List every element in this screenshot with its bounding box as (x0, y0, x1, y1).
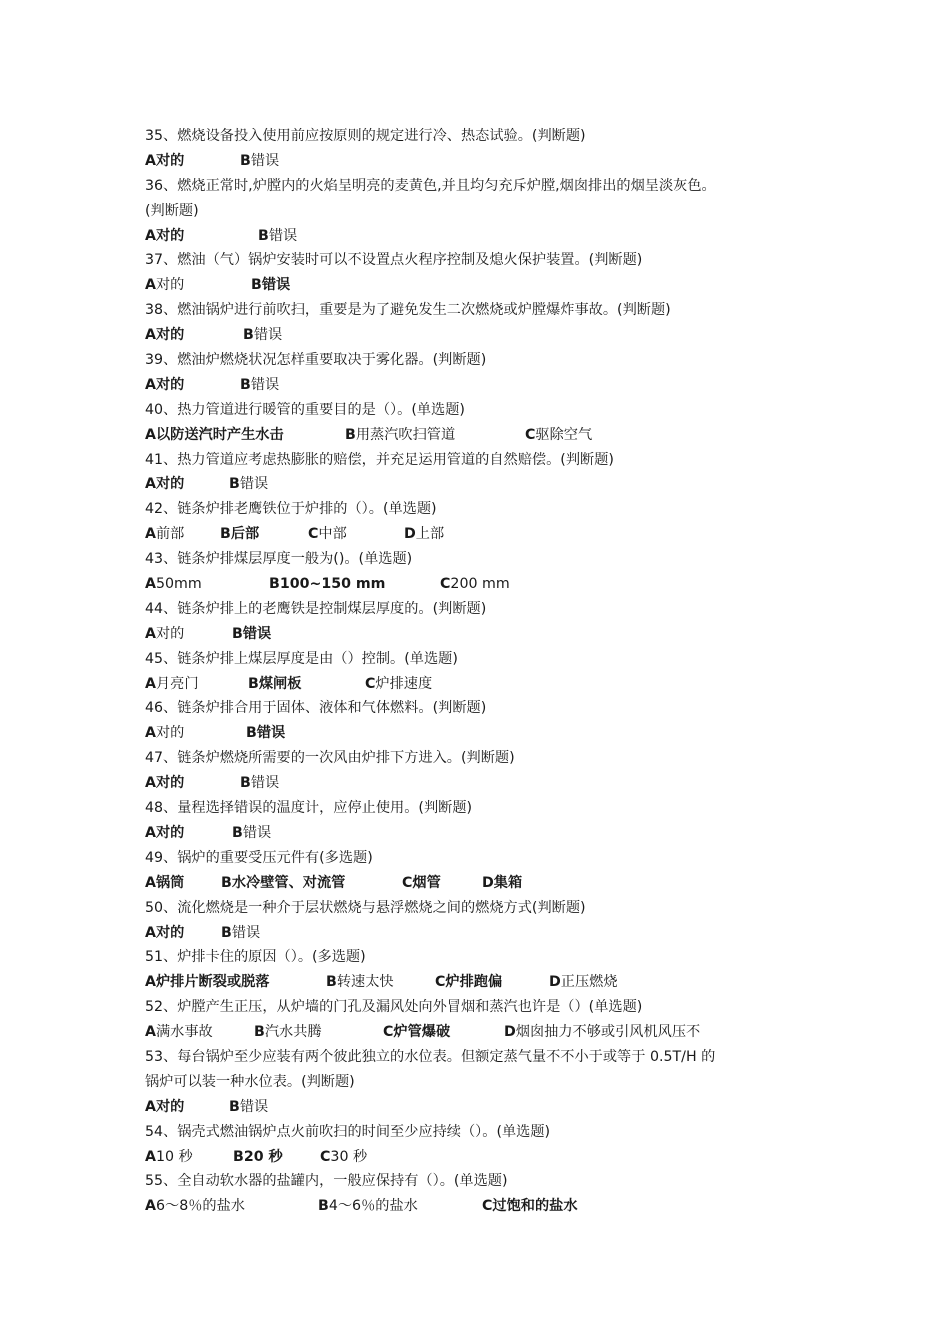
question-text: 50、流化燃烧是一种介于层状燃烧与悬浮燃烧之间的燃烧方式(判断题) (145, 899, 586, 916)
option-text: 错误 (250, 376, 280, 393)
option-text: 对的 (155, 924, 185, 941)
option-c (365, 672, 432, 697)
option-letter: A (145, 675, 156, 692)
option-text: 6～8％的盐水 (155, 1198, 245, 1215)
option-letter: A (145, 1198, 156, 1215)
option-letter: A (145, 1148, 156, 1165)
option-b (232, 821, 271, 846)
option-letter: B (232, 824, 243, 841)
option-text: 后部 (230, 526, 260, 543)
option-text: 对的 (155, 152, 185, 169)
option-c (383, 1020, 450, 1045)
question-text: 41、热力管道应考虑热膨胀的赔偿，并充足运用管道的自然赔偿。(判断题) (145, 451, 614, 468)
option-letter: B (254, 1024, 265, 1041)
option-text: 200 mm (450, 576, 510, 593)
answer-options (145, 821, 825, 846)
option-letter: C (383, 1024, 394, 1041)
option-c (482, 1194, 578, 1219)
option-letter: A (145, 277, 156, 294)
answer-options (145, 423, 825, 448)
answer-options (145, 273, 825, 298)
option-b (229, 1095, 268, 1120)
option-text: 对的 (155, 1098, 185, 1115)
option-letter: D (404, 526, 416, 543)
question-text: 35、燃烧设备投入使用前应按原则的规定进行冷、热态试验。(判断题) (145, 128, 586, 144)
option-text: 错误 (261, 277, 291, 294)
option-b (240, 373, 279, 398)
answer-options (145, 921, 825, 946)
option-text: 过饱和的盐水 (492, 1198, 578, 1215)
option-b (269, 572, 385, 597)
option-letter: A (145, 974, 156, 991)
option-text: 集箱 (493, 874, 523, 891)
option-letter: C (308, 526, 319, 543)
option-letter: B (233, 1148, 244, 1165)
option-letter: C (365, 675, 376, 692)
answer-options (145, 224, 825, 249)
option-letter: A (145, 526, 156, 543)
option-text: 锅筒 (155, 874, 185, 891)
option-letter: A (145, 376, 156, 393)
option-a (145, 572, 202, 597)
option-letter: C (482, 1198, 493, 1215)
option-text: 对的 (155, 775, 185, 792)
answer-options (145, 373, 825, 398)
option-b (258, 224, 297, 249)
option-a (145, 970, 270, 995)
option-c (320, 1145, 367, 1170)
option-a (145, 522, 184, 547)
question-text: 40、热力管道进行暖管的重要目的是（）。(单选题) (145, 401, 465, 418)
option-b (246, 721, 285, 746)
option-b (233, 1145, 283, 1170)
option-b (243, 323, 282, 348)
question-text: 45、链条炉排上煤层厚度是由（）控制。(单选题) (145, 650, 458, 667)
option-b (221, 871, 345, 896)
option-text: 中部 (318, 526, 347, 543)
option-text: 前部 (155, 526, 185, 543)
option-letter: B (229, 1098, 240, 1115)
option-text: 对的 (155, 376, 185, 393)
option-a (145, 1194, 245, 1219)
question-list (145, 124, 825, 1219)
option-c (402, 871, 441, 896)
question-text: 52、炉膛产生正压，从炉墙的门孔及漏风处向外冒烟和蒸汽也许是（）(单选题) (145, 999, 643, 1016)
option-letter: C (435, 974, 446, 991)
option-b (248, 672, 301, 697)
option-text: 错误 (242, 824, 272, 841)
option-letter: B (345, 426, 356, 443)
answer-options (145, 522, 825, 547)
answer-options (145, 970, 825, 995)
option-c (525, 423, 592, 448)
question-text: 37、燃油（气）锅炉安装时可以不设置点火程序控制及熄火保护装置。(判断题) (145, 252, 643, 269)
question-text: 51、炉排卡住的原因（）。(多选题) (145, 949, 366, 966)
option-text: 对的 (155, 625, 185, 642)
option-letter: B (248, 675, 259, 692)
option-letter: B (240, 775, 251, 792)
option-letter: B (318, 1198, 329, 1215)
option-text: 对的 (155, 824, 185, 841)
option-text: 错误 (253, 327, 283, 344)
option-text: 4～6％的盐水 (328, 1198, 418, 1215)
option-letter: A (145, 725, 156, 742)
option-text: 满水事故 (155, 1024, 213, 1041)
option-text: 30 秒 (330, 1148, 368, 1165)
option-text: 错误 (256, 725, 286, 742)
option-b (345, 423, 455, 448)
answer-options (145, 149, 825, 174)
option-letter: A (145, 824, 156, 841)
answer-options (145, 1194, 825, 1219)
option-text: 对的 (155, 725, 185, 742)
option-b (220, 522, 259, 547)
option-text: 20 秒 (243, 1148, 283, 1165)
option-text: 对的 (155, 327, 185, 344)
option-d (482, 871, 522, 896)
option-d (504, 1020, 700, 1045)
answer-options (145, 871, 825, 896)
option-letter: B (240, 376, 251, 393)
option-a (145, 921, 184, 946)
option-letter: B (220, 526, 231, 543)
option-a (145, 771, 184, 796)
question-text: 47、链条炉燃烧所需要的一次风由炉排下方进入。(判断题) (145, 750, 515, 767)
option-text: 100~150 mm (279, 576, 386, 593)
option-text: 对的 (155, 227, 185, 244)
option-text: 错误 (250, 152, 280, 169)
option-text: 错误 (250, 775, 280, 792)
option-letter: B (232, 625, 243, 642)
option-b (240, 771, 279, 796)
option-letter: C (402, 874, 413, 891)
option-letter: A (145, 1024, 156, 1041)
option-b (318, 1194, 418, 1219)
option-text: 转速太快 (336, 974, 394, 991)
option-a (145, 721, 184, 746)
option-a (145, 622, 184, 647)
option-letter: B (221, 874, 232, 891)
option-b (254, 1020, 322, 1045)
option-text: 50mm (155, 576, 202, 593)
option-a (145, 323, 184, 348)
option-letter: B (240, 152, 251, 169)
question-text: 46、链条炉排合用于固体、液体和气体燃料。(判断题) (145, 700, 487, 717)
option-text: 错误 (242, 625, 272, 642)
option-b (232, 622, 271, 647)
option-a (145, 672, 199, 697)
option-letter: C (440, 576, 451, 593)
option-letter: B (258, 227, 269, 244)
option-letter: D (504, 1024, 516, 1041)
option-text: 月亮门 (155, 675, 199, 692)
option-letter: B (251, 277, 262, 294)
option-b (240, 149, 279, 174)
answer-options (145, 1145, 825, 1170)
answer-options (145, 672, 825, 697)
option-a (145, 871, 184, 896)
option-text: 驱除空气 (535, 426, 593, 443)
question-text-continued: 锅炉可以装一种水位表。(判断题) (145, 1073, 355, 1090)
answer-options (145, 721, 825, 746)
answer-options (145, 472, 825, 497)
option-text: 上部 (415, 526, 445, 543)
option-text: 炉管爆破 (393, 1024, 451, 1041)
option-b (229, 472, 268, 497)
option-text: 水冷壁管、对流管 (231, 874, 346, 891)
option-text: 炉排片断裂或脱落 (155, 974, 270, 991)
option-letter: A (145, 327, 156, 344)
option-text: 正压燃烧 (560, 974, 618, 991)
option-letter: B (221, 924, 232, 941)
option-text: 10 秒 (155, 1148, 193, 1165)
option-c (440, 572, 510, 597)
question-text-continued: (判断题) (145, 202, 199, 219)
option-letter: A (145, 426, 156, 443)
option-a (145, 149, 184, 174)
question-text: 44、链条炉排上的老鹰铁是控制煤层厚度的。(判断题) (145, 600, 487, 617)
option-a (145, 373, 184, 398)
option-text: 烟管 (412, 874, 441, 891)
option-a (145, 1020, 213, 1045)
option-letter: A (145, 476, 156, 493)
option-letter: A (145, 775, 156, 792)
option-letter: A (145, 1098, 156, 1115)
answer-options (145, 622, 825, 647)
option-d (404, 522, 444, 547)
option-letter: A (145, 924, 156, 941)
option-a (145, 1145, 193, 1170)
question-text: 54、锅壳式燃油锅炉点火前吹扫的时间至少应持续（）。(单选题) (145, 1123, 551, 1140)
option-a (145, 423, 284, 448)
option-letter: B (246, 725, 257, 742)
option-text: 用蒸汽吹扫管道 (355, 426, 456, 443)
option-text: 煤闸板 (258, 675, 302, 692)
option-text: 错误 (239, 476, 269, 493)
option-text: 汽水共腾 (264, 1024, 322, 1041)
option-letter: B (326, 974, 337, 991)
question-text: 36、燃烧正常时,炉膛内的火焰呈明亮的麦黄色,并且均匀充斥炉膛,烟囱排出的烟呈淡灰色。 (145, 177, 716, 194)
answer-options (145, 771, 825, 796)
option-d (549, 970, 618, 995)
option-a (145, 821, 184, 846)
option-b (326, 970, 394, 995)
question-text: 55、全自动软水器的盐罐内，一般应保持有（）。(单选题) (145, 1173, 508, 1190)
option-b (221, 921, 260, 946)
question-text: 48、量程选择错误的温度计，应停止使用。(判断题) (145, 800, 473, 817)
option-letter: C (525, 426, 536, 443)
option-a (145, 273, 184, 298)
option-text: 错误 (239, 1098, 269, 1115)
option-letter: C (320, 1148, 331, 1165)
option-letter: A (145, 625, 156, 642)
option-text: 以防送汽时产生水击 (155, 426, 284, 443)
option-text: 对的 (155, 476, 185, 493)
option-letter: A (145, 874, 156, 891)
option-text: 对的 (155, 277, 185, 294)
question-text: 53、每台锅炉至少应装有两个彼此独立的水位表。但额定蒸气量不不小于或等于 0.5T/H 的 (145, 1048, 716, 1065)
option-c (308, 522, 347, 547)
option-a (145, 472, 184, 497)
option-text: 错误 (268, 227, 298, 244)
option-letter: A (145, 152, 156, 169)
option-letter: B (243, 327, 254, 344)
question-text: 43、链条炉排煤层厚度一般为()。(单选题) (145, 551, 413, 568)
answer-options (145, 572, 825, 597)
option-letter: A (145, 576, 156, 593)
option-letter: D (549, 974, 561, 991)
option-letter: B (229, 476, 240, 493)
option-letter: D (482, 874, 494, 891)
answer-options (145, 1095, 825, 1120)
option-letter: B (269, 576, 280, 593)
option-text: 炉排跑偏 (445, 974, 503, 991)
option-letter: A (145, 227, 156, 244)
answer-options (145, 323, 825, 348)
option-text: 炉排速度 (375, 675, 433, 692)
answer-options (145, 1020, 825, 1045)
question-text: 49、锅炉的重要受压元件有(多选题) (145, 849, 373, 866)
option-text: 烟囱抽力不够或引风机风压不 (515, 1024, 701, 1041)
question-text: 38、燃油锅炉进行前吹扫，重要是为了避免发生二次燃烧或炉膛爆炸事故。(判断题) (145, 302, 671, 319)
option-c (435, 970, 502, 995)
option-a (145, 224, 184, 249)
question-text: 39、燃油炉燃烧状况怎样重要取决于雾化器。(判断题) (145, 352, 487, 369)
option-a (145, 1095, 184, 1120)
option-text: 错误 (231, 924, 261, 941)
question-text: 42、链条炉排老鹰铁位于炉排的（）。(单选题) (145, 501, 437, 518)
option-b (251, 273, 290, 298)
